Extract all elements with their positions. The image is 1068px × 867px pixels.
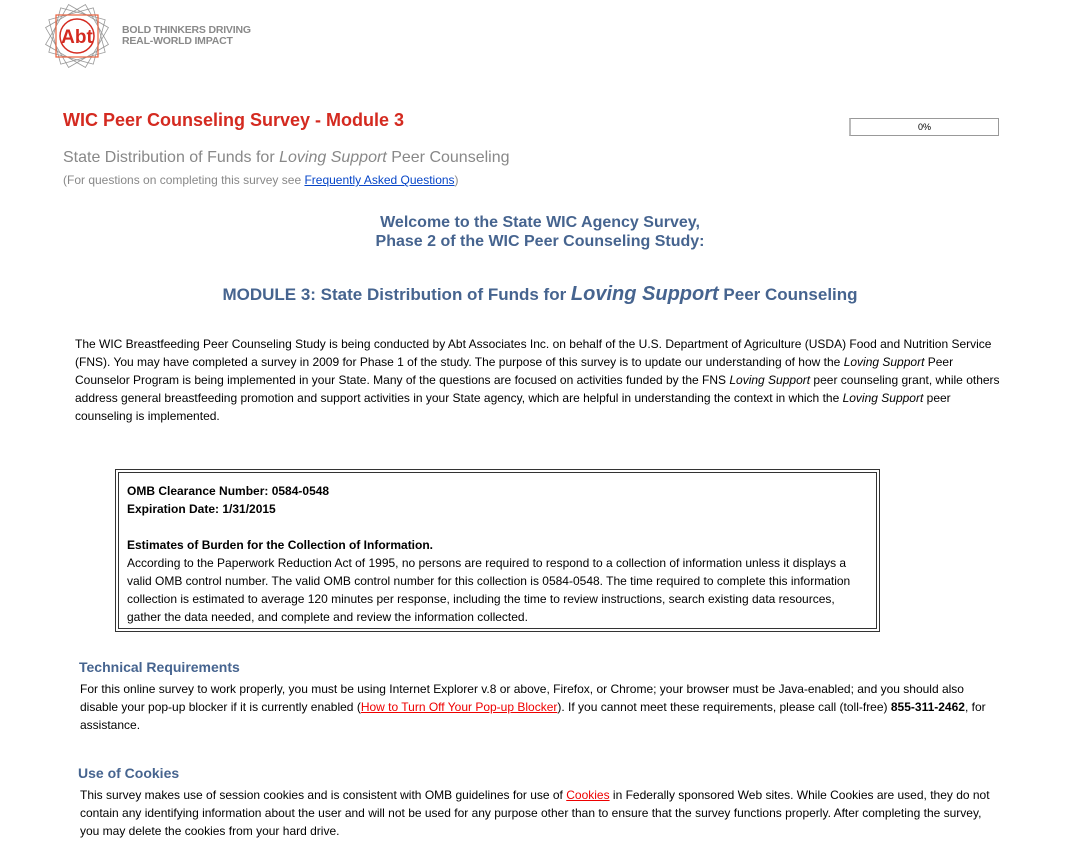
logo-tagline-1: BOLD THINKERS DRIVING (122, 24, 251, 36)
abt-logo-mark-icon (42, 4, 112, 68)
omb-clearance: OMB Clearance Number: 0584-0548 (127, 484, 330, 498)
welcome-heading: Welcome to the State WIC Agency Survey, Phase 2 of the WIC Peer Counseling Study: (375, 214, 705, 250)
svg-text:Abt: Abt (61, 27, 93, 48)
popup-blocker-link[interactable]: How to Turn Off Your Pop-up Blocker (360, 700, 558, 714)
progress-bar (849, 118, 999, 136)
faq-note: (For questions on completing this survey see Frequently Asked Questions) (63, 173, 459, 187)
progress-label: 0% (917, 122, 931, 132)
logo-tagline-2: REAL-WORLD IMPACT (122, 35, 233, 47)
omb-expiration: Expiration Date: 1/31/2015 (127, 502, 276, 516)
omb-box (115, 469, 880, 632)
intro-paragraph: The WIC Breastfeeding Peer Counseling Study is being conducted by Abt Associates Inc. on behalf of the U.S. Department of Agriculture (USDA) Food and Nutrition Service (FNS). You may have completed a survey in 2009 for Phase 1 of the study. The purpose of this survey is to update our understanding of how the Loving Support Peer Counselor Program is being implemented in your State. Many of the questions are focused on activities funded by the FNS Loving Support peer counseling grant, while others address general breastfeeding promotion and support activities in your State agency, which are helpful in understanding the context in which the Loving Support peer counseling is implemented. (75, 337, 1000, 423)
cookies-heading: Use of Cookies (78, 765, 180, 781)
tech-heading: Technical Requirements (79, 659, 240, 675)
tech-paragraph: For this online survey to work properly, you must be using Internet Explorer v.8 or above, Firefox, or Chrome; your browser must be Java-enabled; and you should also disable your pop-up blocker if it is currently enabled (How to Turn Off Your Pop-up Blocker). If you cannot meet these requirements, please call (toll-free) 855-311-2462, for assistance. (80, 682, 986, 732)
cookies-paragraph: This survey makes use of session cookies and is consistent with OMB guidelines for use of Cookies in Federally sponsored Web sites. While Cookies are used, they do not contain any identifying information about the user and will not be used for any purpose other than to ensure that the survey functions properly. After completing the survey, you may delete the cookies from your hard drive. (80, 788, 990, 838)
faq-link[interactable]: Frequently Asked Questions (304, 173, 455, 187)
page-title: WIC Peer Counseling Survey - Module 3 (63, 110, 405, 130)
cookies-link[interactable]: Cookies (566, 788, 610, 802)
module-heading: MODULE 3: State Distribution of Funds for Loving Support Peer Counseling (222, 283, 858, 305)
page-subtitle: State Distribution of Funds for Loving Support Peer Counseling (63, 149, 510, 166)
abt-logo (42, 4, 262, 68)
burden-text: According to the Paperwork Reduction Act of 1995, no persons are required to respond to a collection of information unless it displays a valid OMB control number. The valid OMB control number for this collection is 0584-0548. The time required to complete this information collection is estimated to average 120 minutes per response, including the time to review instructions, search existing data resources, gather the data needed, and complete and review the information collected. (127, 556, 851, 624)
burden-title: Estimates of Burden for the Collection of Information. (127, 538, 434, 552)
